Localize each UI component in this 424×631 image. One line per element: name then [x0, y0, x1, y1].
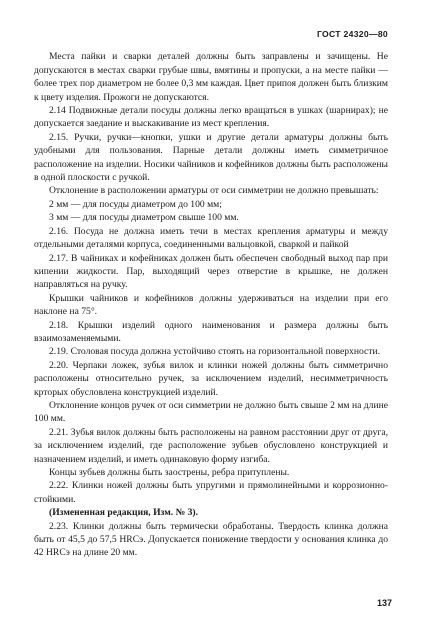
paragraph-2-16: 2.16. Посуда не должна иметь течи в местах крепления арматуры и между отдельными деталями корпуса, соединенными вальцовкой, сваркой и пайкой [34, 225, 388, 251]
paragraph-handle-deviation: Отклонение концов ручек от оси симметрии не должно быть свыше 2 мм на длине 100 мм. [34, 399, 388, 425]
paragraph-2-22: 2.22. Клинки ножей должны быть упругими и прямолинейными и коррозионно-стойкими. [34, 480, 388, 505]
paragraph-2-18: 2.18. Крышки изделий одного наименования и размера должны быть взаимозаменяемыми. [34, 319, 388, 344]
paragraph-2-20: 2.20. Черпаки ложек, зубья вилок и клинки ножей должны быть симметрично расположены относительно ручек, за исключением изделий, несимметричность крторых обусловлена конструкцией изделий. [34, 359, 388, 398]
paragraph-deviation: Отклонение в расположении арматуры от оси симметрии не должно превышать: [49, 185, 379, 197]
paragraph-amendment: (Измененная редакция, Изм. № 3). [49, 507, 199, 519]
paragraph-3mm: 3 мм — для посуды диаметром свыше 100 мм. [49, 212, 239, 224]
paragraph-2-23: 2.23. Клинки должны быть термически обработаны. Твердость клинка должна быть от 45,5 до 57,5 HRCэ. Допускается понижение твердости у основания клинка до 42 HRCэ на длине 20 мм. [34, 520, 388, 559]
paragraph-2-19: 2.19. Столовая посуда должна устойчиво стоять на горизонтальной поверхности. [49, 346, 380, 358]
standard-header: ГОСТ 24320—80 [316, 29, 388, 39]
paragraph-soldering: Места пайки и сварки деталей должны быть заправлены и зачищены. Не допускаются в местах сварки грубые швы, вмятины и пропуски, а на месте пайки — более трех пор диаметром не более 0,3 мм каждая. Цвет припоя должен быть близким к цвету изделия. Прожоги не допускаются. [34, 51, 388, 103]
paragraph-2mm: 2 мм — для посуды диаметром до 100 мм; [49, 198, 222, 210]
paragraph-tines: Концы зубьев должны быть заострены, ребра притуплены. [49, 467, 290, 478]
paragraph-2-15: 2.15. Ручки, ручки—кнопки, ушки и другие детали арматуры должны быть удобными для пользования. Парные детали должны иметь симметричное расположение на изделии. Носики чайников и кофейников должны быть расположены в одной плоскости с ручкой. [34, 131, 388, 184]
paragraph-lids: Крышки чайников и кофейников должны удерживаться на изделии при его наклоне на 75°. [34, 292, 388, 318]
paragraph-2-17: 2.17. В чайниках и кофейниках должен быть обеспечен свободный выход пар при кипении жидкости. Пар, выходящий через отверстие в крышке, не должен направляться на ручку. [34, 252, 388, 291]
paragraph-2-21: 2.21. Зубья вилок должны быть расположены на равном расстоянии друг от друга, за исключением изделий, где расположение зубьев обусловлено конструкцией и назначением изделий, и иметь одинаковую форму изгиба. [34, 426, 388, 465]
paragraph-2-14: 2.14 Подвижные детали посуды должны легко вращаться в ушках (шарнирах); не допускается заедание и выскакивание из мест крепления. [34, 105, 388, 130]
page-number: 137 [376, 598, 392, 608]
